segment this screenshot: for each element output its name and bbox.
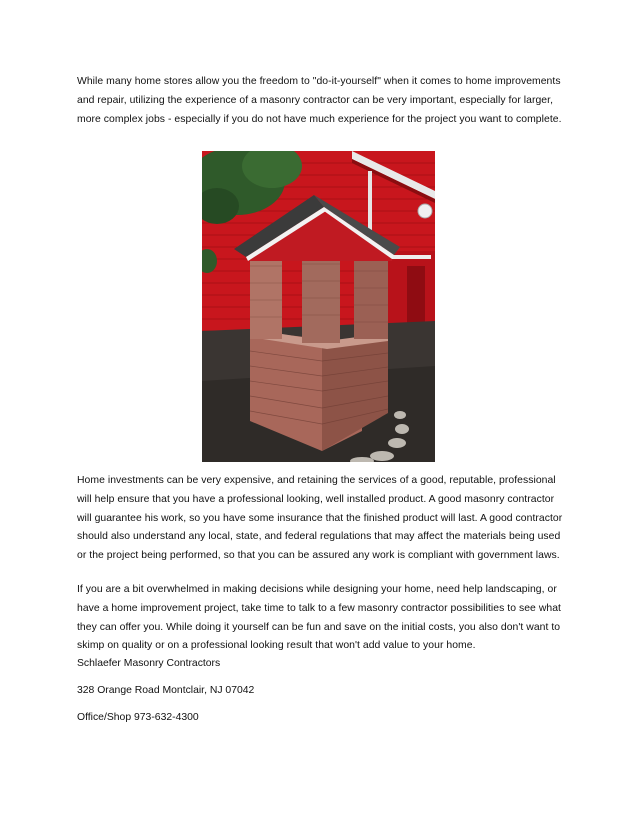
investments-paragraph: Home investments can be very expensive, and retaining the services of a good, reputable, professional will help ensure that you have a professional looking, well installed product. A good masonry contractor will guarantee his work, so you have some insurance that the finished product will last. A good contractor should also understand any local, state, and federal regulations that may affect the materials being used or the project being performed, so that you can be assured any work is compliant with government laws.: [77, 475, 563, 562]
overwhelmed-paragraph: If you are a bit overwhelmed in making decisions while designing your home, need help landscaping, or have a home improvement project, take time to talk to a few masonry contractor possibilities to see what they can offer you. While doing it yourself can be fun and save on the initial costs, you also don't want to skimp on quality or on a professional looking result that won't add value to your home.: [77, 584, 561, 652]
brick-well-illustration: [202, 151, 435, 462]
company-phone: Office/Shop 973-632-4300: [77, 712, 199, 723]
company-address: 328 Orange Road Montclair, NJ 07042: [77, 685, 255, 696]
brick-well-photo: [202, 151, 435, 462]
right-pillar: [354, 254, 388, 339]
company-name: Schlaefer Masonry Contractors: [77, 658, 221, 669]
left-pillar: [250, 249, 282, 339]
intro-paragraph: While many home stores allow you the freedom to "do-it-yourself" when it comes to home improvements and repair, utilizing the experience of a masonry contractor can be very important, especially for larger, more complex jobs - especially if you do not have much experience for the project you want to complete.: [77, 76, 562, 125]
center-pillar: [302, 247, 340, 343]
barn-vent: [418, 204, 432, 218]
